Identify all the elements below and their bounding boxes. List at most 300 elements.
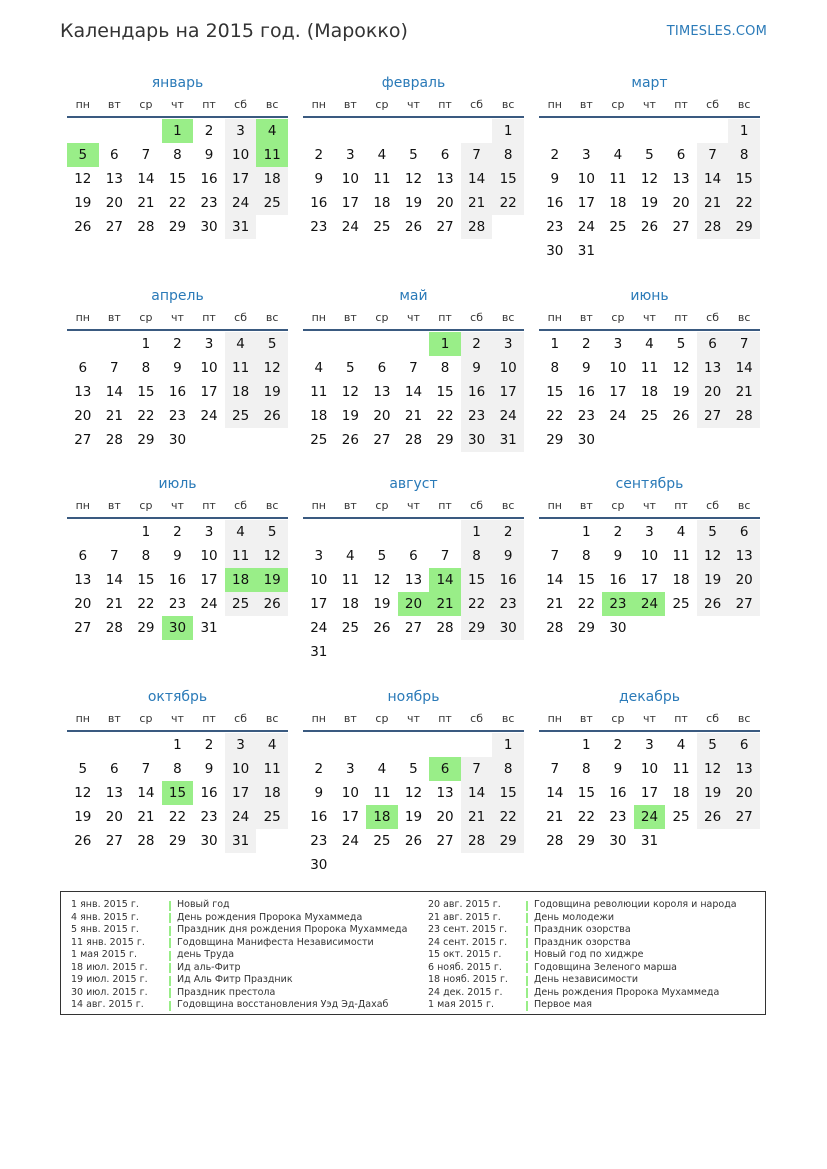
day-cell: 3 <box>492 332 524 356</box>
day-cell: 16 <box>609 785 627 801</box>
month-7 <box>67 473 288 640</box>
empty-cell <box>99 733 131 757</box>
day-cell: 9 <box>314 171 324 187</box>
day-cell: 16 <box>546 195 564 211</box>
month-name: июнь <box>630 288 669 304</box>
month-name: апрель <box>151 288 204 304</box>
day-cell: 2 <box>613 737 623 753</box>
day-cell: 10 <box>225 757 257 781</box>
legend-holiday-name: День рождения Пророка Мухаммеда <box>534 986 720 998</box>
day-cell: 14 <box>546 785 564 801</box>
empty-cell <box>366 332 398 356</box>
weekday-label: пт <box>438 311 452 324</box>
day-cell: 25 <box>672 596 690 612</box>
day-cell: 17 <box>225 781 257 805</box>
day-cell: 24 <box>225 805 257 829</box>
legend-row <box>61 949 407 962</box>
day-cell: 15 <box>492 167 524 191</box>
empty-cell <box>67 733 99 757</box>
legend-row <box>418 924 737 937</box>
day-cell: 22 <box>492 191 524 215</box>
day-cell: 21 <box>404 408 423 424</box>
weekday-header <box>539 708 760 732</box>
weekday-label: ср <box>139 499 153 512</box>
day-cell: 26 <box>404 833 423 849</box>
day-cell: 7 <box>110 548 119 564</box>
empty-cell <box>303 733 335 757</box>
day-cell: 8 <box>141 360 151 376</box>
day-cell: 24 <box>200 596 218 612</box>
weekday-label: пт <box>202 98 216 111</box>
empty-cell <box>461 733 493 757</box>
day-cell: 21 <box>546 596 564 612</box>
weekday-label: сб <box>470 98 484 111</box>
weekday-label: сб <box>706 98 720 111</box>
day-cell: 21 <box>137 809 155 825</box>
day-cell: 16 <box>492 568 524 592</box>
day-cell: 27 <box>404 620 423 636</box>
legend-marker <box>169 901 171 911</box>
day-cell: 23 <box>577 408 595 424</box>
day-cell: 15 <box>137 384 155 400</box>
day-cell: 6 <box>110 147 119 163</box>
weekday-label: чт <box>407 499 420 512</box>
day-cell: 29 <box>168 219 187 235</box>
day-cell: 25 <box>640 408 659 424</box>
holiday-legend <box>60 891 766 1015</box>
weekday-label: вс <box>737 311 751 324</box>
day-cell: 17 <box>200 384 218 400</box>
legend-row <box>418 999 737 1012</box>
day-cell: 23 <box>200 809 218 825</box>
weekday-label: сб <box>470 499 484 512</box>
empty-cell <box>130 119 162 143</box>
day-cell: 29 <box>577 620 595 636</box>
day-cell: 30 <box>461 428 493 452</box>
empty-cell <box>366 733 398 757</box>
legend-row <box>418 987 737 1000</box>
day-cell: 23 <box>461 404 493 428</box>
day-cell: 5 <box>346 360 355 376</box>
empty-cell <box>398 119 430 143</box>
day-cell: 14 <box>404 384 423 400</box>
day-cell: 8 <box>728 143 760 167</box>
legend-holiday-name: Первое мая <box>534 999 592 1010</box>
day-cell: 1 <box>492 733 524 757</box>
legend-holiday-name: Годовщина Зеленого марша <box>534 961 677 973</box>
weekday-label: сб <box>470 712 484 725</box>
month-name: июль <box>158 476 197 492</box>
day-cell: 12 <box>341 384 359 400</box>
weekday-label: пт <box>202 311 216 324</box>
weekday-label: чт <box>407 98 420 111</box>
day-grid <box>303 332 524 452</box>
day-cell: 1 <box>728 119 760 143</box>
day-cell: 8 <box>582 761 591 777</box>
empty-cell <box>429 520 461 544</box>
weekday-label: ср <box>611 499 625 512</box>
day-cell: 10 <box>200 360 218 376</box>
legend-column-left <box>61 899 407 1012</box>
day-cell: 26 <box>404 219 423 235</box>
day-cell: 18 <box>672 785 690 801</box>
day-cell: 28 <box>436 620 454 636</box>
day-cell: 20 <box>728 568 760 592</box>
day-cell: 24 <box>310 620 328 636</box>
day-cell: 7 <box>440 548 450 564</box>
empty-cell <box>99 520 131 544</box>
legend-date: 23 сент. 2015 г. <box>428 924 508 935</box>
day-cell: 23 <box>546 219 564 235</box>
day-cell: 16 <box>310 195 328 211</box>
weekday-label: вс <box>265 712 279 725</box>
day-cell: 28 <box>137 219 155 235</box>
month-1 <box>67 72 288 239</box>
weekday-label: пт <box>438 98 452 111</box>
day-cell: 13 <box>404 572 423 588</box>
day-cell: 26 <box>74 219 92 235</box>
day-cell: 15 <box>168 171 187 187</box>
day-cell: 25 <box>225 404 257 428</box>
day-cell: 4 <box>225 520 257 544</box>
empty-cell <box>429 119 461 143</box>
day-cell: 23 <box>609 809 627 825</box>
day-cell: 2 <box>582 336 591 352</box>
day-cell: 25 <box>609 219 627 235</box>
day-cell: 13 <box>74 572 92 588</box>
weekday-label: ср <box>139 311 153 324</box>
weekday-label: вт <box>107 311 121 324</box>
weekday-label: пн <box>75 712 90 725</box>
day-cell: 10 <box>341 785 359 801</box>
day-cell: 17 <box>310 596 328 612</box>
day-cell: 17 <box>609 384 627 400</box>
day-cell: 26 <box>256 404 288 428</box>
day-cell: 29 <box>728 215 760 239</box>
day-cell: 6 <box>78 360 88 376</box>
month-name: октябрь <box>147 689 208 705</box>
day-cell: 10 <box>200 548 218 564</box>
day-cell: 18 <box>672 572 690 588</box>
day-cell: 5 <box>409 761 418 777</box>
day-cell: 6 <box>440 147 450 163</box>
day-cell: 5 <box>676 336 686 352</box>
day-cell: 30 <box>577 432 595 448</box>
day-cell: 23 <box>168 596 187 612</box>
day-cell: 26 <box>74 833 92 849</box>
day-cell: 19 <box>74 195 92 211</box>
legend-marker <box>169 988 171 998</box>
weekday-label: ср <box>139 712 153 725</box>
weekday-label: вт <box>343 98 357 111</box>
day-cell: 31 <box>310 644 328 660</box>
day-cell: 31 <box>492 428 524 452</box>
day-cell: 11 <box>640 360 659 376</box>
weekday-label: чт <box>171 499 184 512</box>
day-grid <box>303 520 524 664</box>
day-cell: 17 <box>341 809 359 825</box>
weekday-label: пт <box>674 712 688 725</box>
weekday-label: чт <box>171 98 184 111</box>
day-cell: 15 <box>492 781 524 805</box>
day-cell: 4 <box>613 147 623 163</box>
empty-cell <box>366 119 398 143</box>
day-cell: 3 <box>314 548 324 564</box>
day-cell: 5 <box>256 332 288 356</box>
day-cell: 27 <box>436 833 454 849</box>
day-cell: 27 <box>74 432 92 448</box>
empty-cell <box>67 520 99 544</box>
day-cell: 26 <box>697 592 729 616</box>
day-cell: 19 <box>373 596 391 612</box>
weekday-label: чт <box>643 712 656 725</box>
day-cell: 13 <box>105 785 123 801</box>
empty-cell <box>99 332 131 356</box>
weekday-label: пн <box>547 712 562 725</box>
day-cell: 2 <box>550 147 560 163</box>
legend-date: 1 мая 2015 г. <box>428 999 494 1010</box>
day-cell: 5 <box>645 147 654 163</box>
legend-row <box>61 899 407 912</box>
day-cell: 4 <box>256 733 288 757</box>
month-12 <box>539 686 760 853</box>
day-cell: 20 <box>105 195 123 211</box>
day-cell: 9 <box>461 356 493 380</box>
day-cell: 21 <box>728 380 760 404</box>
day-cell: 3 <box>204 336 214 352</box>
day-cell: 7 <box>141 147 151 163</box>
weekday-label: вс <box>501 499 515 512</box>
weekday-label: вс <box>501 311 515 324</box>
day-cell: 11 <box>225 544 257 568</box>
day-cell: 15 <box>546 384 564 400</box>
day-cell: 15 <box>137 572 155 588</box>
empty-cell <box>67 332 99 356</box>
legend-holiday-name: Годовщина восстановления Уэд Эд-Дахаб <box>177 999 389 1010</box>
day-cell: 6 <box>110 761 119 777</box>
day-cell: 28 <box>137 833 155 849</box>
month-8 <box>303 473 524 664</box>
day-cell: 15 <box>577 572 595 588</box>
day-cell: 30 <box>310 857 328 873</box>
day-cell: 17 <box>577 195 595 211</box>
weekday-label: пн <box>311 499 326 512</box>
day-cell: 9 <box>314 785 324 801</box>
day-cell: 27 <box>105 833 123 849</box>
day-cell: 7 <box>461 757 493 781</box>
day-cell: 19 <box>697 568 729 592</box>
weekday-label: вт <box>579 98 593 111</box>
day-cell: 2 <box>492 520 524 544</box>
day-cell: 9 <box>492 544 524 568</box>
day-grid <box>303 733 524 877</box>
empty-cell <box>398 520 430 544</box>
legend-row <box>61 937 407 950</box>
weekday-label: ср <box>375 499 389 512</box>
day-cell: 13 <box>672 171 690 187</box>
weekday-label: сб <box>234 98 248 111</box>
day-cell: 5 <box>409 147 418 163</box>
day-cell: 28 <box>461 215 493 239</box>
day-cell: 13 <box>697 356 729 380</box>
day-cell: 23 <box>310 219 328 235</box>
holiday-day-cell: 24 <box>634 592 666 616</box>
day-cell: 12 <box>697 544 729 568</box>
legend-holiday-name: Праздник престола <box>177 986 276 998</box>
weekday-label: сб <box>234 499 248 512</box>
empty-cell <box>335 520 367 544</box>
day-cell: 22 <box>168 195 187 211</box>
day-cell: 11 <box>341 572 359 588</box>
day-cell: 20 <box>74 408 92 424</box>
day-cell: 7 <box>697 143 729 167</box>
day-grid <box>67 332 288 452</box>
day-cell: 20 <box>436 195 454 211</box>
day-cell: 2 <box>461 332 493 356</box>
day-cell: 3 <box>346 761 355 777</box>
legend-date: 30 июл. 2015 г. <box>71 986 148 998</box>
day-cell: 12 <box>74 171 92 187</box>
month-name: сентябрь <box>615 476 684 492</box>
weekday-label: сб <box>706 712 720 725</box>
day-cell: 22 <box>461 592 493 616</box>
legend-row <box>418 962 737 975</box>
day-cell: 12 <box>672 360 690 376</box>
legend-row <box>418 937 737 950</box>
legend-date: 19 июл. 2015 г. <box>71 974 148 985</box>
weekday-header <box>539 94 760 118</box>
empty-cell <box>398 332 430 356</box>
empty-cell <box>67 119 99 143</box>
day-cell: 31 <box>225 215 257 239</box>
weekday-label: вс <box>265 499 279 512</box>
day-cell: 28 <box>546 620 564 636</box>
weekday-label: ср <box>611 311 625 324</box>
day-cell: 18 <box>310 408 328 424</box>
day-cell: 25 <box>373 833 391 849</box>
legend-marker <box>526 988 528 998</box>
legend-row <box>61 962 407 975</box>
day-cell: 27 <box>697 404 729 428</box>
day-cell: 19 <box>640 195 659 211</box>
day-cell: 16 <box>200 785 218 801</box>
legend-date: 24 дек. 2015 г. <box>428 986 503 998</box>
day-cell: 13 <box>728 544 760 568</box>
month-name: февраль <box>381 75 446 91</box>
weekday-label: ср <box>375 311 389 324</box>
day-cell: 16 <box>168 572 187 588</box>
day-cell: 8 <box>492 143 524 167</box>
weekday-label: вс <box>737 712 751 725</box>
day-cell: 20 <box>74 596 92 612</box>
legend-holiday-name: Праздник озорства <box>534 936 631 948</box>
legend-date: 1 янв. 2015 г. <box>71 899 139 910</box>
day-cell: 28 <box>546 833 564 849</box>
day-cell: 5 <box>377 548 387 564</box>
day-cell: 10 <box>492 356 524 380</box>
legend-date: 14 авг. 2015 г. <box>71 999 144 1010</box>
weekday-header <box>303 708 524 732</box>
holiday-day-cell: 1 <box>429 332 461 356</box>
day-cell: 8 <box>461 544 493 568</box>
day-cell: 10 <box>225 143 257 167</box>
legend-marker <box>526 963 528 973</box>
day-cell: 27 <box>436 219 454 235</box>
day-cell: 21 <box>137 195 155 211</box>
day-grid <box>67 733 288 853</box>
day-cell: 28 <box>105 620 123 636</box>
day-cell: 11 <box>225 356 257 380</box>
month-5 <box>303 285 524 452</box>
day-cell: 27 <box>105 219 123 235</box>
day-cell: 2 <box>314 761 324 777</box>
day-cell: 21 <box>461 805 493 829</box>
legend-row <box>61 999 407 1012</box>
day-cell: 12 <box>404 785 423 801</box>
day-cell: 6 <box>676 147 686 163</box>
day-cell: 2 <box>173 524 182 540</box>
day-cell: 11 <box>609 171 627 187</box>
weekday-label: вт <box>579 499 593 512</box>
day-grid <box>303 119 524 239</box>
day-cell: 1 <box>461 520 493 544</box>
day-cell: 8 <box>550 360 560 376</box>
weekday-label: сб <box>470 311 484 324</box>
day-grid <box>67 520 288 640</box>
empty-cell <box>665 119 697 143</box>
day-cell: 16 <box>609 572 627 588</box>
day-cell: 17 <box>640 572 659 588</box>
weekday-label: сб <box>234 311 248 324</box>
day-cell: 27 <box>728 805 760 829</box>
weekday-label: вт <box>579 311 593 324</box>
site-link[interactable]: TIMESLES.COM <box>666 24 767 39</box>
day-cell: 27 <box>728 592 760 616</box>
weekday-header <box>303 94 524 118</box>
day-grid <box>539 733 760 853</box>
day-cell: 6 <box>728 520 760 544</box>
day-cell: 21 <box>105 596 123 612</box>
day-cell: 20 <box>105 809 123 825</box>
legend-date: 20 авг. 2015 г. <box>428 899 501 910</box>
day-cell: 25 <box>341 620 359 636</box>
month-9 <box>539 473 760 640</box>
day-cell: 7 <box>409 360 418 376</box>
day-cell: 12 <box>256 544 288 568</box>
day-cell: 6 <box>728 733 760 757</box>
empty-cell <box>461 119 493 143</box>
weekday-label: чт <box>643 98 656 111</box>
legend-holiday-name: Ид Аль Фитр Праздник <box>177 974 293 985</box>
day-cell: 7 <box>461 143 493 167</box>
day-cell: 7 <box>141 761 151 777</box>
day-cell: 9 <box>582 360 591 376</box>
legend-date: 1 мая 2015 г. <box>71 949 137 960</box>
empty-cell <box>539 520 571 544</box>
empty-cell <box>366 520 398 544</box>
month-name: январь <box>151 75 204 91</box>
day-cell: 3 <box>613 336 623 352</box>
day-cell: 4 <box>377 761 387 777</box>
day-cell: 6 <box>409 548 418 564</box>
day-cell: 14 <box>105 384 123 400</box>
day-cell: 17 <box>225 167 257 191</box>
day-cell: 22 <box>137 596 155 612</box>
weekday-label: ср <box>611 712 625 725</box>
month-name: март <box>631 75 668 91</box>
day-cell: 8 <box>440 360 450 376</box>
day-cell: 19 <box>74 809 92 825</box>
